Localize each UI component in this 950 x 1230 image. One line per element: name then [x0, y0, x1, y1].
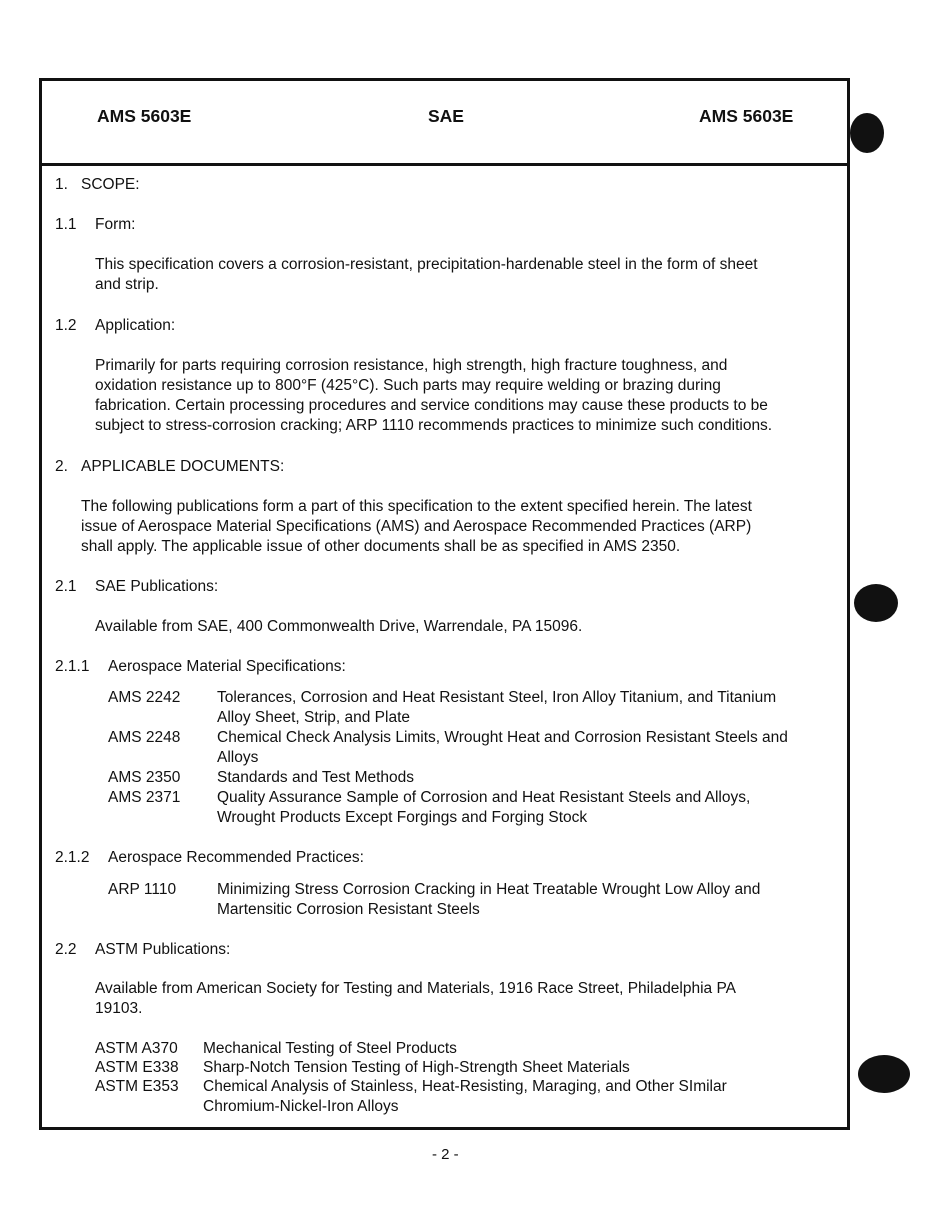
document-code: AMS 2371: [108, 789, 181, 806]
page-frame: [39, 78, 850, 1130]
document-code: ASTM A370: [95, 1040, 178, 1057]
section-number: 2.1.2: [55, 849, 90, 866]
document-code: ASTM E353: [95, 1078, 179, 1095]
paragraph-line: shall apply. The applicable issue of other documents shall be as specified in AMS 2350.: [81, 538, 681, 555]
paragraph-line: Available from SAE, 400 Commonwealth Drive, Warrendale, PA 15096.: [95, 618, 583, 635]
document-title-line: Chemical Analysis of Stainless, Heat-Resisting, Maraging, and Other SImilar: [203, 1078, 727, 1095]
section-number: 2.: [55, 458, 68, 475]
document-code: ARP 1110: [108, 881, 177, 898]
section-number: 1.2: [55, 317, 77, 334]
paragraph-line: subject to stress-corrosion cracking; ARP 1110 recommends practices to minimize such conditions.: [95, 417, 773, 434]
document-title-line: Minimizing Stress Corrosion Cracking in Heat Treatable Wrought Low Alloy and: [217, 881, 761, 898]
header-organization: SAE: [428, 106, 464, 126]
paragraph-line: 19103.: [95, 1000, 143, 1017]
paragraph-line: Primarily for parts requiring corrosion resistance, high strength, high fracture toughness, and: [95, 357, 728, 374]
document-title-line: Alloys: [217, 749, 259, 766]
page-number: - 2 -: [432, 1146, 459, 1163]
section-heading-form: Form:: [95, 216, 136, 233]
section-heading-scope: SCOPE:: [81, 176, 140, 193]
document-title-line: Standards and Test Methods: [217, 769, 415, 786]
document-title-line: Quality Assurance Sample of Corrosion and Heat Resistant Steels and Alloys,: [217, 789, 751, 806]
section-number: 2.2: [55, 941, 77, 958]
document-title-line: Mechanical Testing of Steel Products: [203, 1040, 457, 1057]
document-title-line: Tolerances, Corrosion and Heat Resistant Steel, Iron Alloy Titanium, and Titanium: [217, 689, 777, 706]
section-heading-ams: Aerospace Material Specifications:: [108, 658, 346, 675]
document-title-line: Chromium-Nickel-Iron Alloys: [203, 1098, 399, 1115]
paragraph-line: and strip.: [95, 276, 159, 293]
punch-hole-bottom: [858, 1055, 910, 1093]
paragraph-line: Available from American Society for Testing and Materials, 1916 Race Street, Philadelphia PA: [95, 980, 737, 997]
document-title-line: Sharp-Notch Tension Testing of High-Strength Sheet Materials: [203, 1059, 630, 1076]
section-heading-sae-publications: SAE Publications:: [95, 578, 219, 595]
document-title-line: Chemical Check Analysis Limits, Wrought Heat and Corrosion Resistant Steels and: [217, 729, 788, 746]
section-heading-astm-publications: ASTM Publications:: [95, 941, 231, 958]
paragraph-line: The following publications form a part of this specification to the extent specified herein. The latest: [81, 498, 752, 515]
punch-hole-middle: [854, 584, 898, 622]
paragraph-line: fabrication. Certain processing procedures and service conditions may cause these products to be: [95, 397, 768, 414]
page-header: [42, 81, 847, 166]
document-code: AMS 2350: [108, 769, 181, 786]
punch-hole-top: [850, 113, 884, 153]
header-spec-code-right: AMS 5603E: [699, 106, 794, 126]
paragraph-line: This specification covers a corrosion-resistant, precipitation-hardenable steel in the form of sheet: [95, 256, 758, 273]
document-title-line: Wrought Products Except Forgings and Forging Stock: [217, 809, 588, 826]
document-title-line: Alloy Sheet, Strip, and Plate: [217, 709, 411, 726]
document-code: ASTM E338: [95, 1059, 179, 1076]
document-code: AMS 2242: [108, 689, 181, 706]
section-number: 1.1: [55, 216, 77, 233]
section-number: 2.1: [55, 578, 77, 595]
document-title-line: Martensitic Corrosion Resistant Steels: [217, 901, 480, 918]
section-heading-application: Application:: [95, 317, 176, 334]
document-code: AMS 2248: [108, 729, 181, 746]
header-spec-code-left: AMS 5603E: [97, 106, 192, 126]
section-heading-arp: Aerospace Recommended Practices:: [108, 849, 364, 866]
section-heading-applicable-documents: APPLICABLE DOCUMENTS:: [81, 458, 285, 475]
paragraph-line: issue of Aerospace Material Specifications (AMS) and Aerospace Recommended Practices (ARP): [81, 518, 752, 535]
section-number: 1.: [55, 176, 68, 193]
paragraph-line: oxidation resistance up to 800°F (425°C). Such parts may require welding or brazing during: [95, 377, 721, 394]
section-number: 2.1.1: [55, 658, 90, 675]
